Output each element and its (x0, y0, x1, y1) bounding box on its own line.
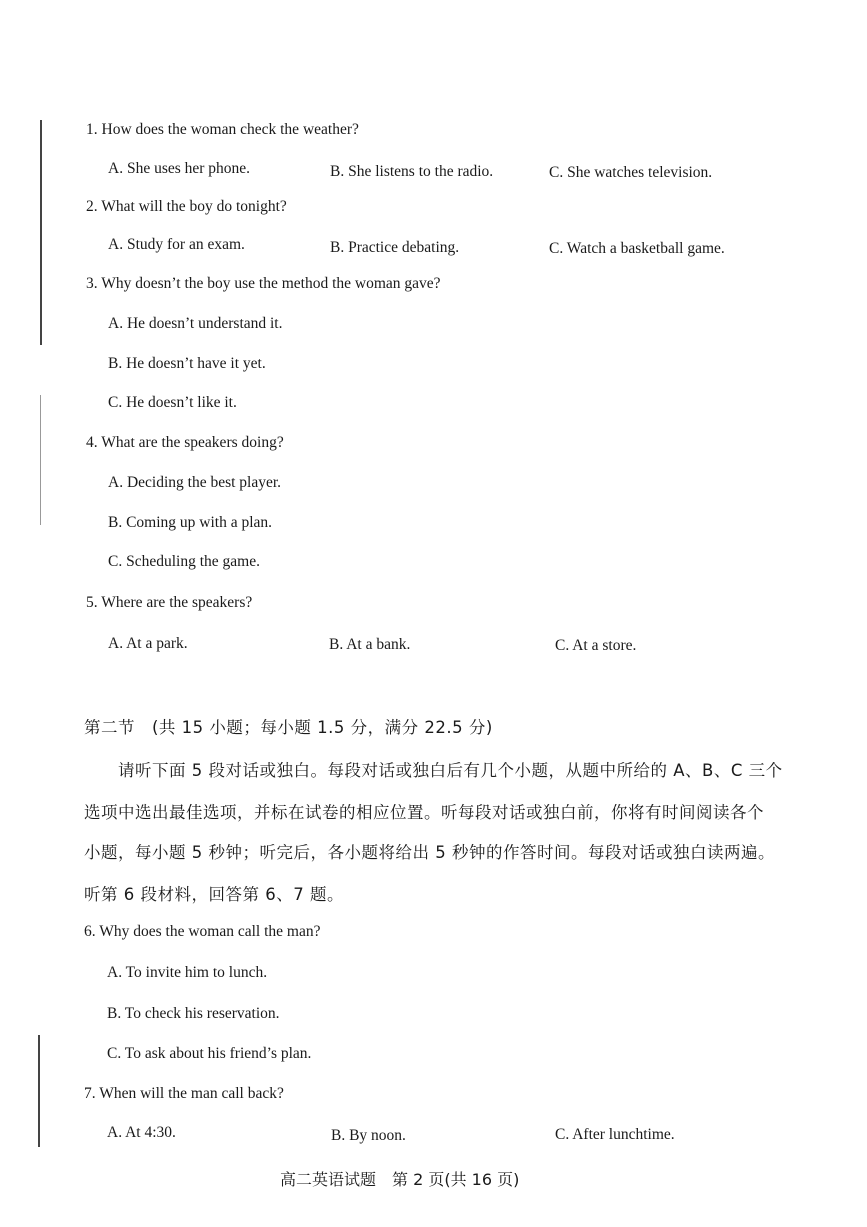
page-footer: 高二英语试题 第 2 页(共 16 页) (280, 1170, 520, 1189)
question-1-stem: 1. How does the woman check the weather? (86, 121, 359, 138)
question-1-option-c: C. She watches television. (549, 164, 713, 181)
question-5-option-a: A. At a park. (108, 635, 188, 652)
question-4-option-c: C. Scheduling the game. (108, 553, 260, 570)
question-3-option-b: B. He doesn’t have it yet. (108, 355, 266, 372)
question-1-option-a: A. She uses her phone. (108, 160, 251, 177)
question-3-option-a: A. He doesn’t understand it. (108, 315, 283, 332)
margin-line-top (40, 120, 42, 345)
question-6-option-c: C. To ask about his friend’s plan. (107, 1045, 312, 1062)
margin-line-mid (40, 395, 41, 525)
question-2-option-b: B. Practice debating. (330, 239, 460, 256)
question-6-option-b: B. To check his reservation. (107, 1005, 280, 1022)
question-2-option-c: C. Watch a basketball game. (549, 240, 725, 257)
question-4-option-a: A. Deciding the best player. (108, 474, 282, 491)
question-2-option-a: A. Study for an exam. (108, 236, 245, 253)
question-2-stem: 2. What will the boy do tonight? (86, 198, 287, 215)
question-3-option-c: C. He doesn’t like it. (108, 394, 237, 411)
section-2-instruction-line-2: 选项中选出最佳选项，并标在试卷的相应位置。听每段对话或独白前，你将有时间阅读各个 (84, 803, 764, 822)
question-3-stem: 3. Why doesn’t the boy use the method the woman gave? (86, 275, 441, 292)
question-6-stem: 6. Why does the woman call the man? (84, 923, 321, 940)
question-4-option-b: B. Coming up with a plan. (108, 514, 273, 531)
question-5-option-c: C. At a store. (555, 637, 637, 654)
question-5-stem: 5. Where are the speakers? (86, 594, 253, 611)
question-6-option-a: A. To invite him to lunch. (107, 964, 268, 981)
question-7-option-a: A. At 4:30. (107, 1124, 176, 1141)
section-2-instruction-line-3: 小题，每小题 5 秒钟；听完后，各小题将给出 5 秒钟的作答时间。每段对话或独白读两遍。 (84, 843, 775, 862)
question-5-option-b: B. At a bank. (329, 636, 411, 653)
material-note: 听第 6 段材料，回答第 6、7 题。 (84, 885, 344, 904)
section-2-heading: 第二节 (共 15 小题；每小题 1.5 分，满分 22.5 分) (84, 718, 493, 737)
question-4-stem: 4. What are the speakers doing? (86, 434, 284, 451)
question-7-option-b: B. By noon. (331, 1127, 406, 1144)
section-2-instruction-line-1: 请听下面 5 段对话或独白。每段对话或独白后有几个小题，从题中所给的 A、B、C 三个 (118, 761, 783, 780)
question-7-option-c: C. After lunchtime. (555, 1126, 675, 1143)
question-1-option-b: B. She listens to the radio. (330, 163, 494, 180)
margin-line-bottom (38, 1035, 40, 1147)
question-7-stem: 7. When will the man call back? (84, 1085, 284, 1102)
